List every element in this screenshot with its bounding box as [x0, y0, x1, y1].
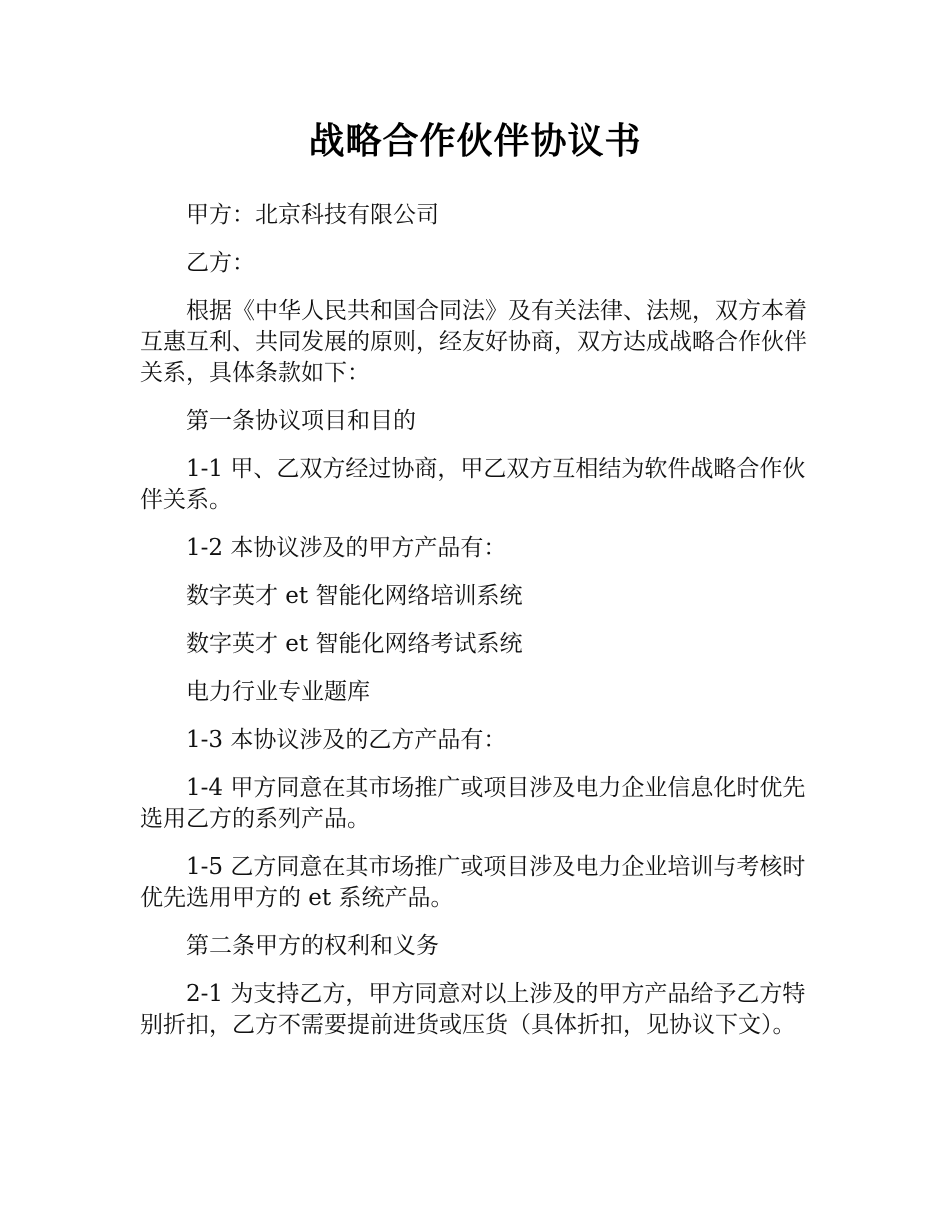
article-1-heading: 第一条协议项目和目的: [186, 408, 416, 434]
preamble-paragraph: 根据《中华人民共和国合同法》及有关法律、法规，双方本着互惠互利、共同发展的原则，经友好协商，双方达成战略合作伙伴关系，具体条款如下：: [140, 298, 807, 386]
product-item-training: 数字英才 et 智能化网络培训系统: [186, 583, 523, 609]
document-body: [140, 200, 812, 1058]
clause-1-5: 1-5 乙方同意在其市场推广或项目涉及电力企业培训与考核时优先选用甲方的 et 系统产品。: [140, 854, 806, 911]
product-item-exam: 数字英才 et 智能化网络考试系统: [186, 631, 523, 657]
product-item-question-bank: 电力行业专业题库: [186, 679, 370, 705]
clause-2-1: 2-1 为支持乙方，甲方同意对以上涉及的甲方产品给予乙方特别折扣，乙方不需要提前进货或压货（具体折扣，见协议下文）。: [140, 981, 806, 1038]
clause-1-1: 1-1 甲、乙双方经过协商，甲乙双方互相结为软件战略合作伙伴关系。: [140, 456, 806, 513]
party-b-line: 乙方：: [186, 250, 255, 276]
document-title: 战略合作伙伴协议书: [308, 121, 642, 162]
clause-1-4: 1-4 甲方同意在其市场推广或项目涉及电力企业信息化时优先选用乙方的系列产品。: [140, 775, 806, 832]
clause-1-3: 1-3 本协议涉及的乙方产品有：: [186, 727, 507, 753]
article-2-heading: 第二条甲方的权利和义务: [186, 933, 439, 959]
clause-1-2: 1-2 本协议涉及的甲方产品有：: [186, 535, 507, 561]
party-a-line: 甲方：北京科技有限公司: [186, 202, 439, 228]
